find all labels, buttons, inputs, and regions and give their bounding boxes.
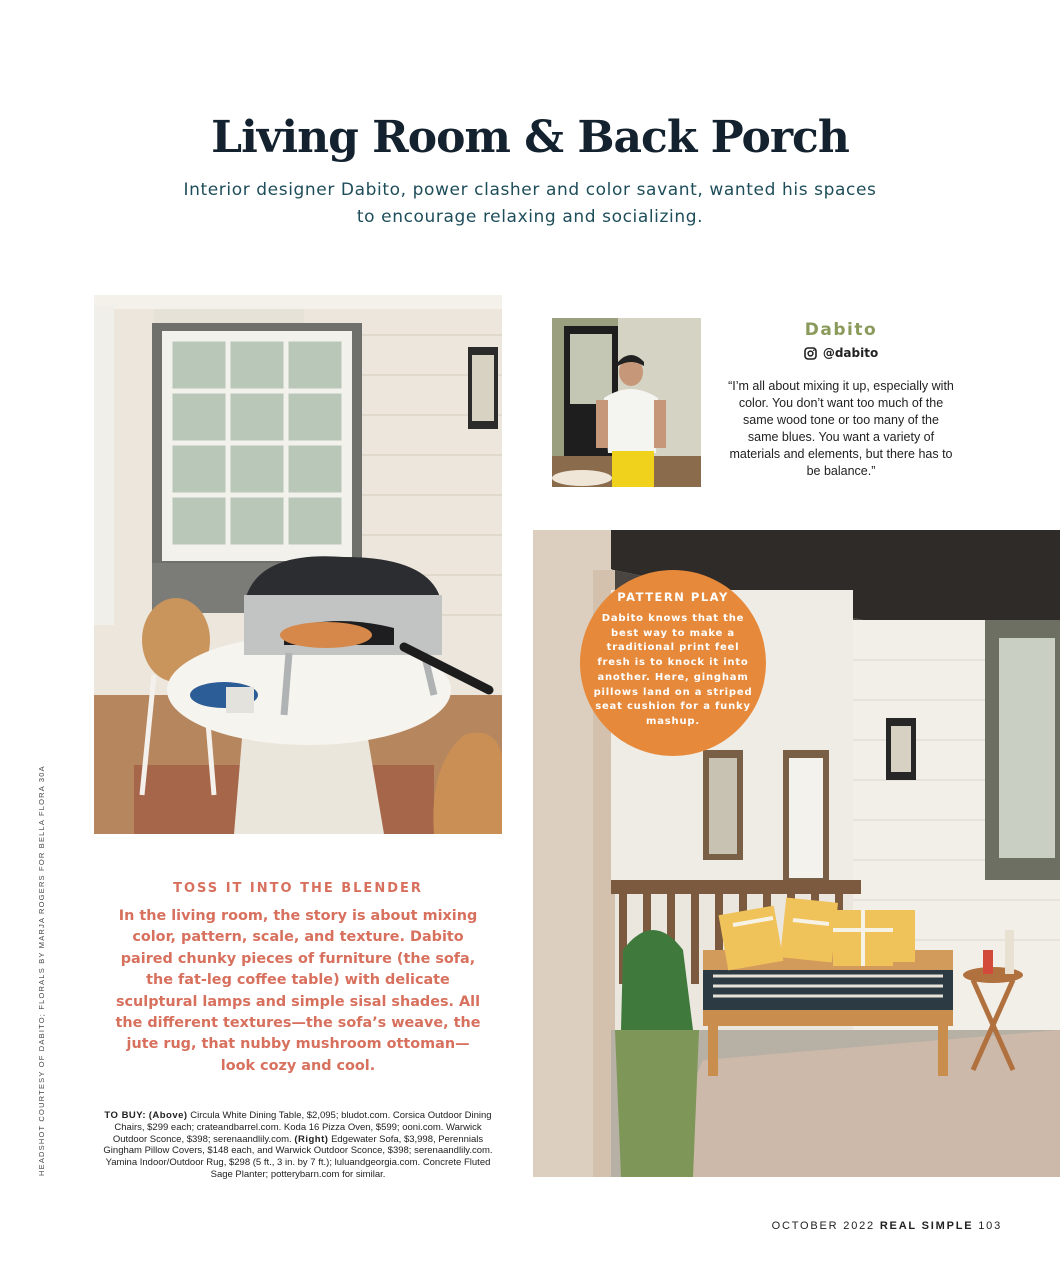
instagram-handle-row	[730, 346, 952, 360]
issue-date: OCTOBER 2022	[771, 1220, 875, 1232]
designer-name: Dabito	[804, 320, 878, 340]
page-subtitle: Interior designer Dabito, power clasher and color savant, wanted his spaces to encourage relaxing and socializing.	[183, 180, 877, 227]
to-buy-credits	[100, 1110, 496, 1181]
right-label: (Right)	[294, 1133, 329, 1145]
to-buy-label: TO BUY:	[104, 1110, 147, 1121]
instagram-handle: @dabito	[822, 346, 879, 360]
above-label: (Above)	[148, 1110, 188, 1121]
pizza-oven-illustration	[94, 295, 502, 834]
designer-quote: “I’m all about mixing it up, especially with color. You don’t want too much of the same wood tone or too many of the same blues. You want a variety of materials and elements, but there has to be balance.”	[728, 379, 954, 478]
right-items: Edgewater Sofa, $3,998, Perennials Gingham Pillow Covers, $148 each, and Warwick Outdoor Sconce, $398; serenaandlily.com. Yamina Indoor/Outdoor Rug, $298 (5 ft., 3 in. by 7 ft.); luluandgeorgia.com. Concrete Fluted Sage Planter; potterybarn.com for similar.	[103, 1133, 493, 1180]
dabito-headshot-photo	[552, 318, 701, 487]
headshot-illustration	[552, 318, 701, 487]
instagram-icon	[804, 347, 817, 360]
magazine-name: REAL SIMPLE	[879, 1220, 974, 1232]
page-number: 103	[978, 1220, 1002, 1232]
photo-credit: HEADSHOT COURTESY OF DABITO; FLORALS BY MARJA ROGERS FOR BELLA FLORA 30A	[37, 765, 46, 1176]
callout-title: PATTERN PLAY	[617, 590, 729, 604]
feature-heading: TOSS IT INTO THE BLENDER	[173, 881, 423, 896]
page-title: Living Room & Back Porch	[211, 112, 849, 163]
page-footer	[772, 1220, 1002, 1232]
feature-body: In the living room, the story is about mixing color, pattern, scale, and texture. Dabito paired chunky pieces of furniture (the sofa, the fat-leg coffee table) with delicate sculptural lamps and simple sisal shades. All the different textures—the sofa’s weave, the jute rug, that nubby mushroom ottoman—look cozy and cool.	[115, 908, 481, 1074]
above-items: Circula White Dining Table, $2,095; bludot.com. Corsica Outdoor Dining Chairs, $299 each; crateandbarrel.com. Koda 16 Pizza Oven, $599; ooni.com. Warwick Outdoor Sconce, $398; serenaandlily.com.	[112, 1110, 492, 1145]
pattern-play-callout	[580, 570, 766, 756]
callout-body: Dabito knows that the best way to make a traditional print feel fresh is to knock it into another. Here, gingham pillows land on a striped seat cushion for a funky mashup.	[593, 613, 753, 727]
pizza-oven-patio-photo	[94, 295, 502, 834]
